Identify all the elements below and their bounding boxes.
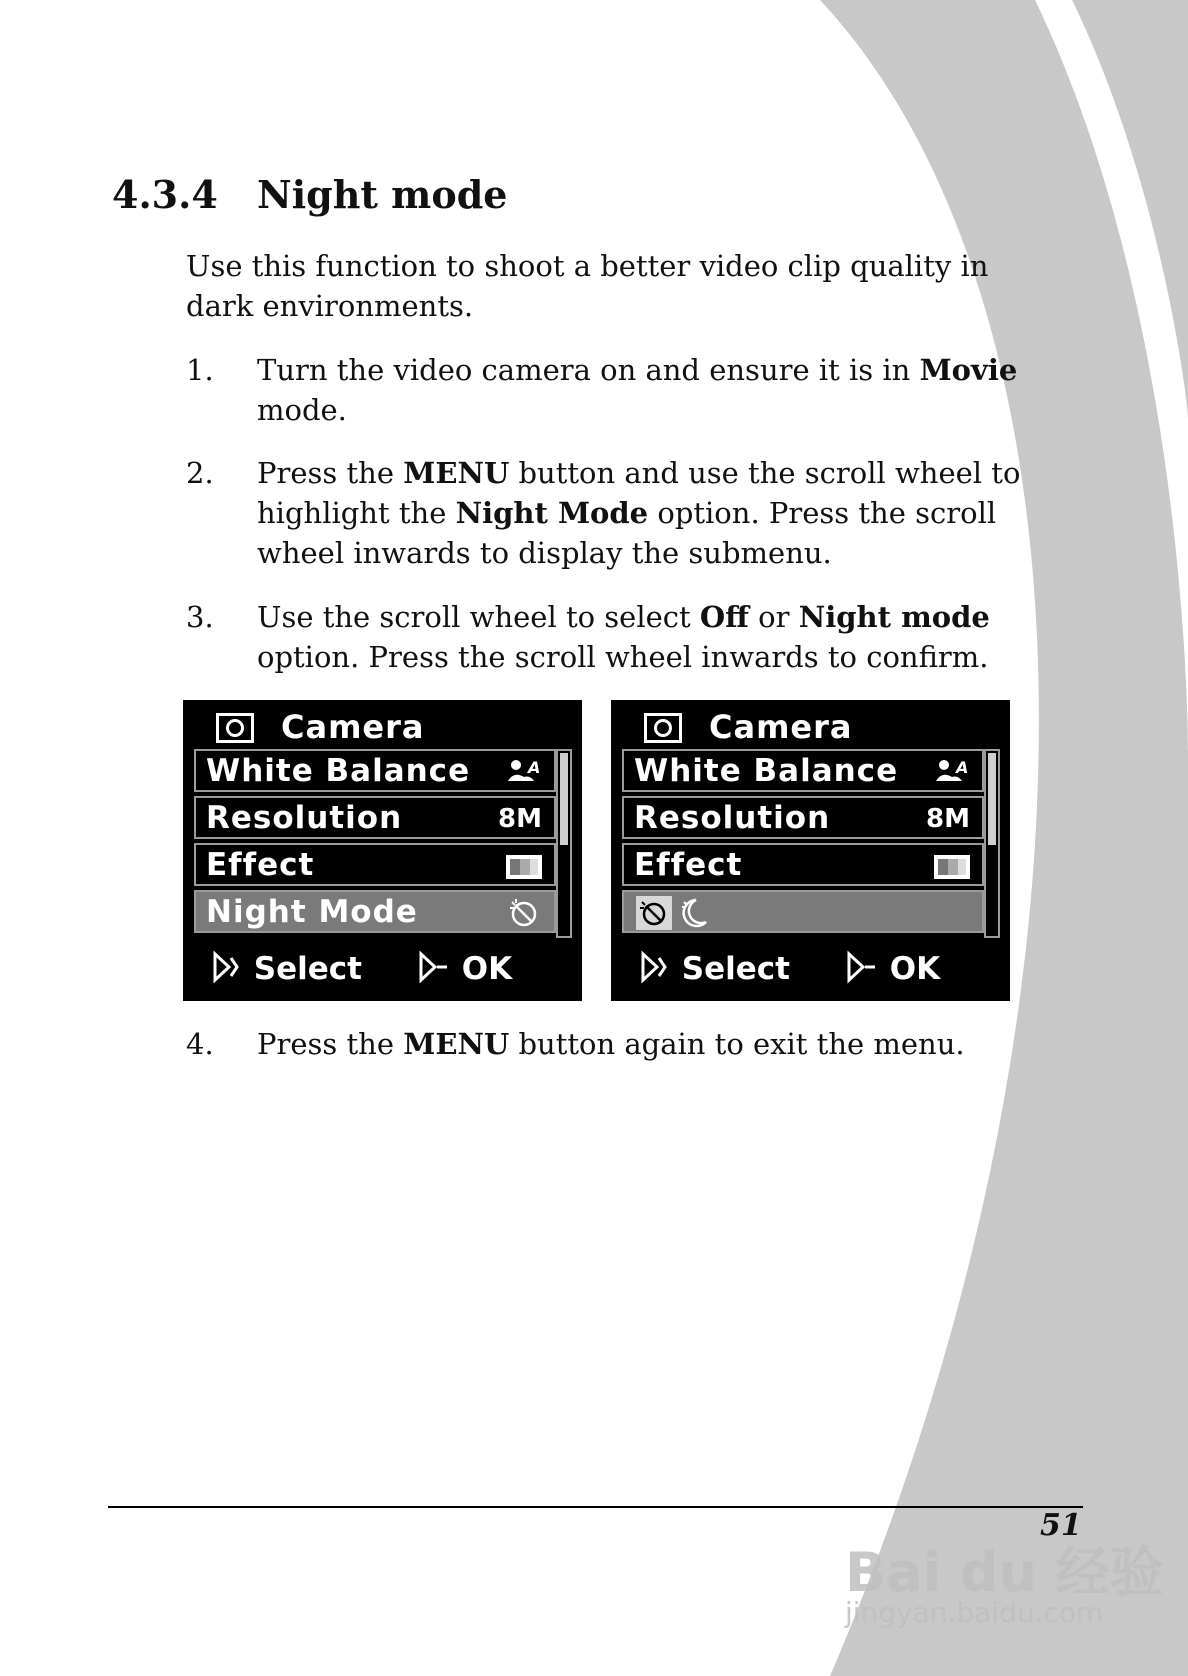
text-run: button again to exit the menu. [509, 1027, 965, 1061]
footer-ok-hint [845, 950, 940, 987]
menu-item-label: White Balance [206, 753, 471, 789]
text-run: or [748, 600, 799, 634]
section-number: 4.3.4 [112, 172, 218, 217]
menu-scrollbar[interactable] [984, 749, 1000, 938]
menu-item-label: Resolution [206, 800, 403, 836]
scroll-thumb[interactable] [560, 753, 568, 845]
text-run: Press the [257, 1027, 404, 1061]
text-run: Use the scroll wheel to select [257, 600, 700, 634]
camera-menu-screen-2 [611, 700, 1010, 1001]
camera-icon [643, 712, 683, 744]
menu-item-white-balance[interactable] [622, 749, 984, 792]
night-mode-submenu [622, 890, 984, 933]
bold-term: Night mode [798, 600, 990, 634]
section-title: Night mode [257, 172, 508, 217]
page-number: 51 [1040, 1508, 1082, 1543]
menu-item-resolution[interactable] [194, 796, 556, 839]
menu-item-label: White Balance [634, 753, 899, 789]
footer-select-hint [209, 950, 362, 987]
bold-term: MENU [403, 1027, 510, 1061]
baidu-watermark-url: jingyan.baidu.com [845, 1596, 1104, 1629]
night-mode-off-icon[interactable] [636, 896, 672, 930]
intro-paragraph: Use this function to shoot a better video clip quality in dark environments. [186, 249, 989, 323]
baidu-watermark-logo: Bai du 经验 [845, 1541, 1164, 1604]
resolution-value: 8M [926, 804, 970, 834]
white-balance-auto-icon [932, 755, 972, 789]
scroll-wheel-icon [637, 950, 671, 984]
bold-term: Off [699, 600, 749, 634]
menu-item-label: Night Mode [206, 894, 418, 930]
footer-rule [108, 1506, 1083, 1508]
menu-item-label: Effect [206, 847, 315, 883]
menu-title: Camera [281, 708, 425, 746]
bold-term: Night Mode [455, 496, 649, 530]
text-run: option. Press the scroll wheel inwards to display the submenu. [257, 496, 997, 570]
effect-icon [932, 849, 972, 883]
menu-item-white-balance[interactable] [194, 749, 556, 792]
footer-select-hint [637, 950, 790, 987]
menu-scrollbar[interactable] [556, 749, 572, 938]
text-run: mode. [257, 393, 347, 427]
svg-text:A: A [528, 758, 541, 777]
footer-ok-label: OK [461, 951, 513, 987]
camera-menu-screen-1 [183, 700, 582, 1001]
step-number: 1. [186, 353, 214, 387]
bold-term: Movie [919, 353, 1018, 387]
step-text [257, 597, 1087, 677]
night-mode-on-icon[interactable] [676, 896, 712, 930]
night-mode-off-icon [504, 896, 544, 930]
resolution-value: 8M [498, 804, 542, 834]
step-number: 2. [186, 456, 214, 490]
text-run: option. Press the scroll wheel inwards to confirm. [257, 640, 989, 674]
text-run: Press the [257, 456, 404, 490]
menu-item-label: Resolution [634, 800, 831, 836]
text-run: button and use the scroll wheel to highlight the [257, 456, 1021, 530]
menu-title: Camera [709, 708, 853, 746]
step-text [257, 350, 1077, 430]
footer-select-label: Select [681, 951, 790, 987]
scroll-wheel-icon [209, 950, 243, 984]
step-text [257, 1024, 1077, 1064]
step-number: 4. [186, 1027, 214, 1061]
svg-text:A: A [956, 758, 969, 777]
menu-item-effect[interactable] [194, 843, 556, 886]
footer-ok-hint [417, 950, 512, 987]
footer-ok-label: OK [889, 951, 941, 987]
step-number: 3. [186, 600, 214, 634]
menu-item-night-mode[interactable] [194, 890, 556, 933]
text-run: Turn the video camera on and ensure it is in [257, 353, 920, 387]
menu-item-resolution[interactable] [622, 796, 984, 839]
confirm-arrow-icon [845, 950, 879, 984]
camera-icon [215, 712, 255, 744]
effect-icon [504, 849, 544, 883]
step-text [257, 453, 1077, 573]
scroll-thumb[interactable] [988, 753, 996, 845]
bold-term: MENU [403, 456, 510, 490]
menu-item-label: Effect [634, 847, 743, 883]
white-balance-auto-icon [504, 755, 544, 789]
menu-item-effect[interactable] [622, 843, 984, 886]
footer-select-label: Select [253, 951, 362, 987]
confirm-arrow-icon [417, 950, 451, 984]
